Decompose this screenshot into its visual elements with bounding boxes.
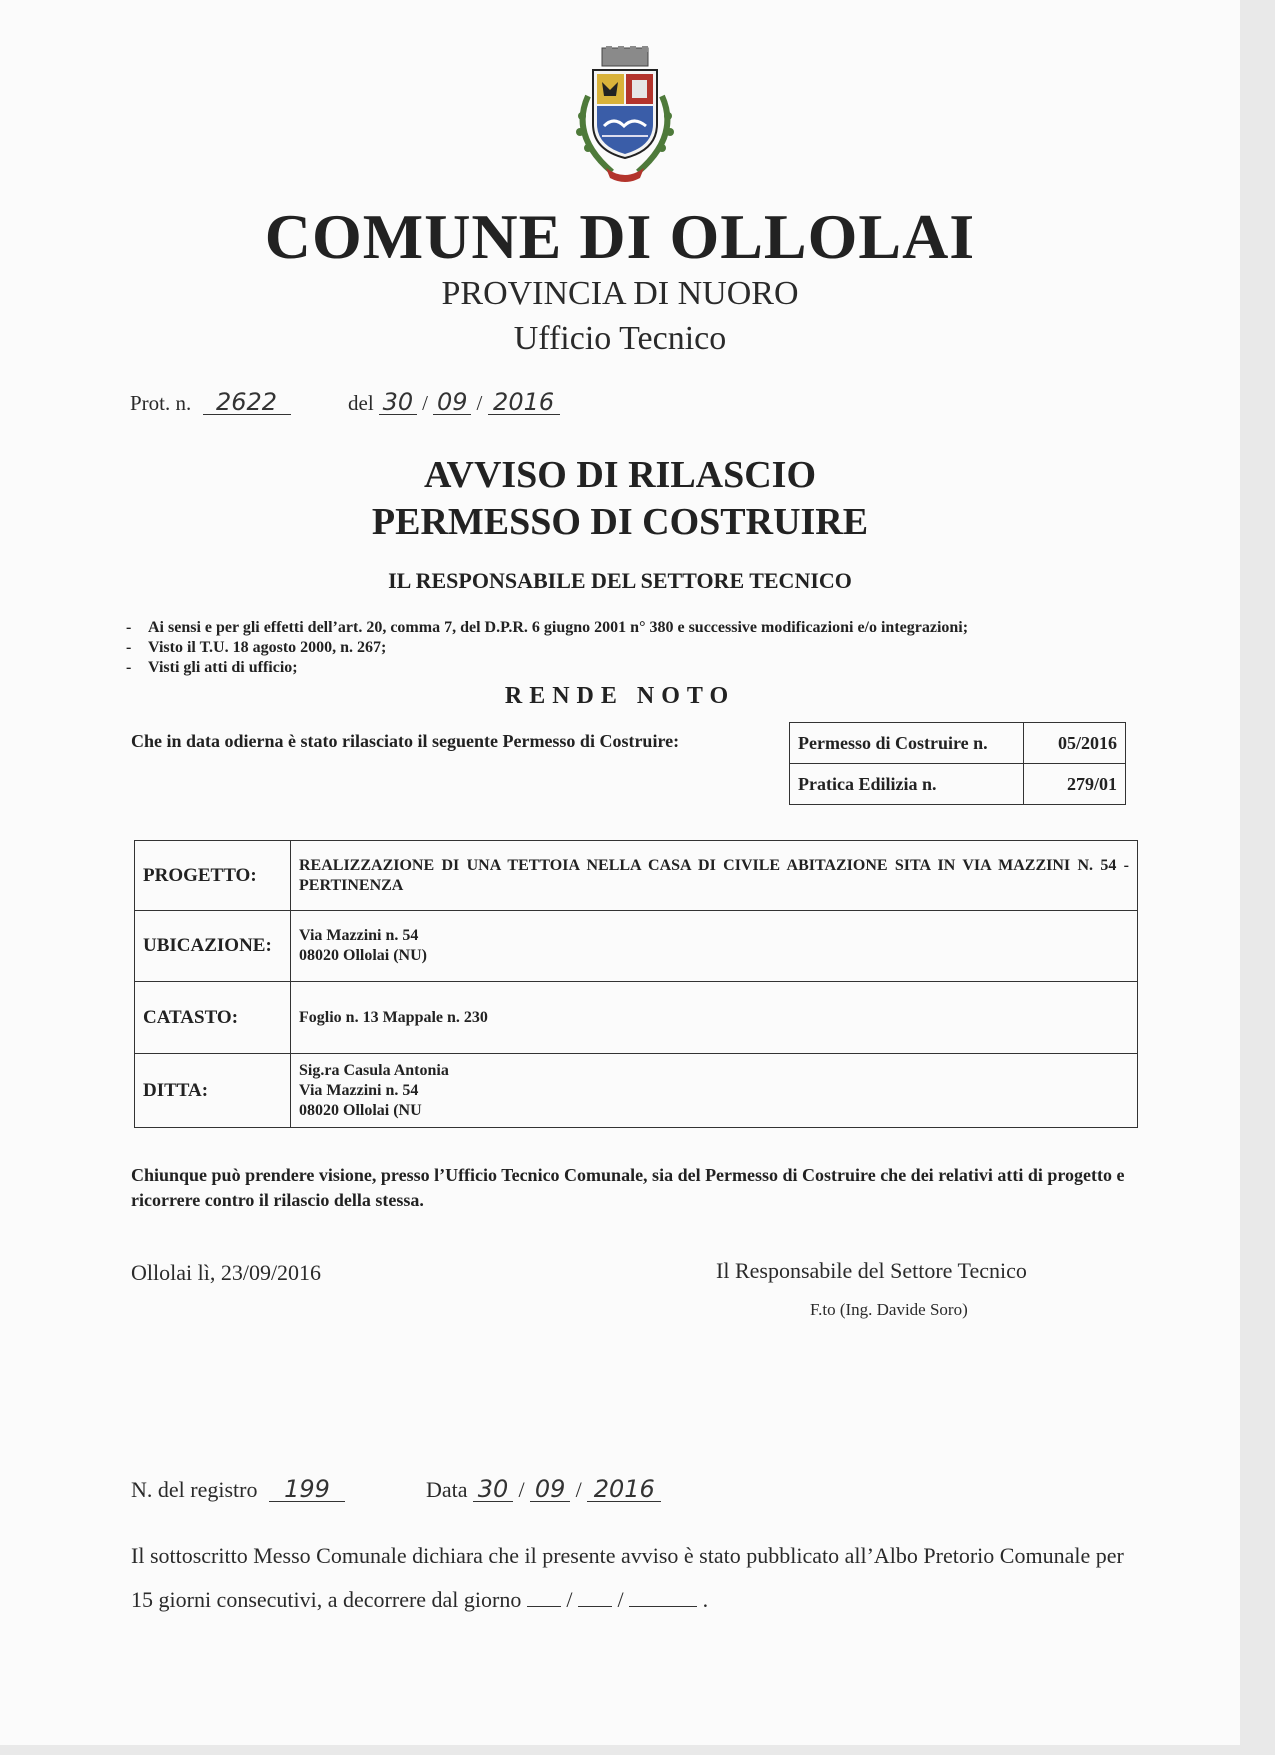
notice-title-line2: PERMESSO DI COSTRUIRE [371, 501, 869, 543]
ditta-label: DITTA: [135, 1054, 291, 1128]
ditta-value [291, 1054, 1138, 1128]
table-row [135, 841, 1138, 911]
province-name: PROVINCIA DI NUORO [441, 275, 799, 312]
date-separator: / [566, 1587, 573, 1612]
practice-number-label: Pratica Edilizia n. [790, 764, 1024, 805]
register-number-row [131, 1477, 345, 1503]
notice-intro: Che in data odierna è stato rilasciato il seguente Permesso di Costruire: [131, 731, 680, 751]
protocol-date-row [348, 390, 560, 416]
register-date-label: Data [426, 1477, 468, 1502]
protocol-label: Prot. n. [130, 391, 192, 415]
date-separator: / [617, 1587, 624, 1612]
progetto-label: PROGETTO: [135, 841, 291, 911]
table-row [135, 982, 1138, 1054]
practice-number-value: 279/01 [1024, 764, 1126, 805]
address-line: Via Mazzini n. 54 [299, 927, 419, 944]
register-label: N. del registro [131, 1477, 258, 1502]
signature-title: Il Responsabile del Settore Tecnico [716, 1258, 1027, 1283]
address-line: 08020 Ollolai (NU [299, 1101, 422, 1119]
rende-noto-heading: RENDE NOTO [504, 683, 736, 709]
protocol-month: 09 [433, 390, 471, 415]
protocol-day: 30 [379, 390, 417, 415]
register-day: 30 [473, 1477, 513, 1502]
catasto-value: Foglio n. 13 Mappale n. 230 [291, 982, 1138, 1054]
catasto-label: CATASTO: [135, 982, 291, 1054]
publication-declaration [131, 1534, 1141, 1622]
table-row [790, 723, 1126, 764]
project-details-table [134, 840, 1138, 1128]
responsible-heading: IL RESPONSABILE DEL SETTORE TECNICO [388, 568, 852, 593]
address-line: Via Mazzini n. 54 [299, 1081, 419, 1099]
table-row [135, 1054, 1138, 1128]
protocol-date-label: del [348, 391, 374, 415]
owner-name: Sig.ra Casula Antonia [299, 1061, 449, 1079]
list-item: - Visti gli atti di ufficio; [126, 659, 298, 676]
municipal-coat-of-arms-icon [560, 46, 690, 186]
ubicazione-value [291, 911, 1138, 982]
list-item: - Visto il T.U. 18 agosto 2000, n. 267; [126, 639, 387, 656]
protocol-year: 2016 [488, 390, 560, 415]
protocol-number: 2622 [203, 390, 291, 415]
notice-title-line1: AVVISO DI RILASCIO [423, 454, 817, 496]
publication-day-blank [527, 1588, 561, 1607]
date-separator: / [518, 1477, 525, 1502]
date-separator: / [575, 1477, 582, 1502]
municipality-title: COMUNE DI OLLOLAI [264, 201, 976, 272]
progetto-value: REALIZZAZIONE DI UNA TETTOIA NELLA CASA DI CIVILE ABITAZIONE SITA IN VIA MAZZINI N. 54 - PERTINENZA [291, 841, 1138, 911]
table-row [790, 764, 1126, 805]
place-date: Ollolai lì, 23/09/2016 [131, 1260, 322, 1285]
register-year: 2016 [587, 1477, 661, 1502]
address-line: 08020 Ollolai (NU) [299, 947, 427, 964]
protocol-number-row [130, 390, 291, 416]
table-row [135, 911, 1138, 982]
publication-text: Il sottoscritto Messo Comunale dichiara che il presente avviso è stato pubblicato all’Albo Pretorio Comunale per 15 giorni consecutivi, a decorrere dal giorno [131, 1543, 1124, 1612]
register-month: 09 [530, 1477, 570, 1502]
signature-name: F.to (Ing. Davide Soro) [810, 1300, 968, 1319]
register-date-row [426, 1477, 661, 1503]
period-mark: . [702, 1587, 709, 1612]
permit-info-table [789, 722, 1126, 805]
ubicazione-label: UBICAZIONE: [135, 911, 291, 982]
list-item: - Ai sensi e per gli effetti dell’art. 20, comma 7, del D.P.R. 6 giugno 2001 n° 380 e successive modificazioni e/o integrazioni; [126, 619, 969, 636]
permit-number-value: 05/2016 [1024, 723, 1126, 764]
date-separator: / [422, 391, 428, 415]
legal-references-list [126, 618, 968, 678]
permit-number-label: Permesso di Costruire n. [790, 723, 1024, 764]
publication-month-blank [578, 1588, 612, 1607]
office-name: Ufficio Tecnico [513, 320, 727, 357]
register-number: 199 [269, 1477, 345, 1502]
closing-paragraph: Chiunque può prendere visione, presso l’Ufficio Tecnico Comunale, sia del Permesso di Costruire che dei relativi atti di progetto e ricorrere contro il rilascio della stessa. [131, 1165, 1125, 1210]
date-separator: / [476, 391, 483, 415]
publication-year-blank [629, 1588, 697, 1607]
